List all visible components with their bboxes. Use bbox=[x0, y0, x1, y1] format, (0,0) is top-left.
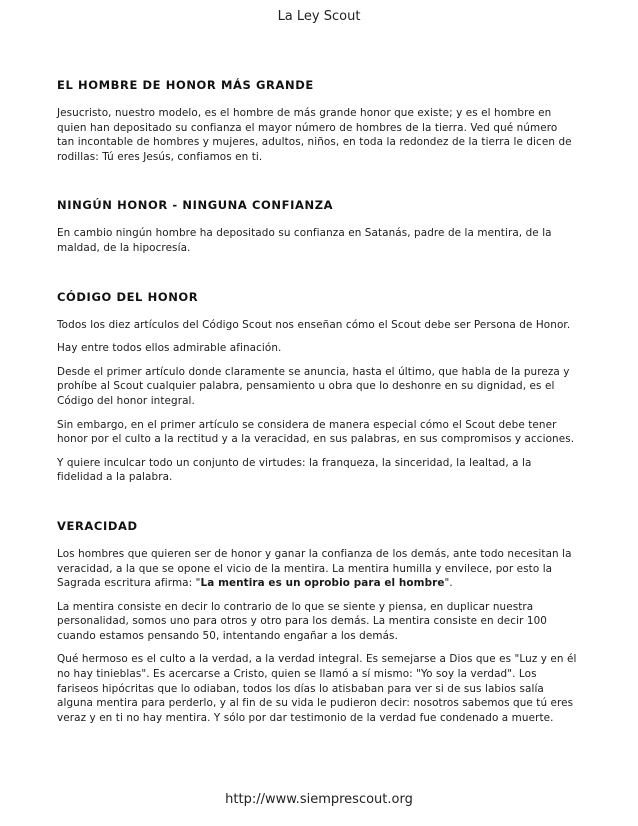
section-heading: NINGÚN HONOR - NINGUNA CONFIANZA bbox=[57, 198, 334, 213]
paragraph-text: Los hombres que quieren ser de honor y ganar la confianza de los demás, ante todo necesitan la veracidad, a la que se opone el vicio de la mentira. La mentira humilla y envilece, por esto la Sagrada escritura afirma: " bbox=[57, 547, 572, 590]
section-hombre-de-honor bbox=[57, 78, 577, 164]
paragraph-with-quote bbox=[57, 547, 577, 591]
quote-tail: ". bbox=[444, 577, 453, 590]
page-header-title: La Ley Scout bbox=[277, 9, 361, 24]
bold-quote: La mentira es un oprobio para el hombre bbox=[200, 577, 445, 590]
paragraph: Todos los diez artículos del Código Scout nos enseñan cómo el Scout debe ser Persona de Honor. bbox=[57, 318, 571, 331]
footer-url: http://www.siemprescout.org bbox=[225, 792, 413, 807]
paragraph: Jesucristo, nuestro modelo, es el hombre de más grande honor que existe; y es el hombre en quien han depositado su confianza el mayor número de hombres de la tierra. Ved qué número tan incontable de hombres y mujeres, adultos, niños, en toda la redondez de la tierra le dicen de rodillas: Tú eres Jesús, confiamos en ti. bbox=[57, 107, 572, 163]
section-veracidad bbox=[57, 519, 577, 726]
section-heading: CÓDIGO DEL HONOR bbox=[57, 289, 199, 304]
paragraph: La mentira consiste en decir lo contrario de lo que se siente y piensa, en duplicar nuestra personalidad, somos uno para otros y otro para los demás. La mentira consiste en decir 100 cuando estamos pensando 50, intentando engañar a los demás. bbox=[57, 600, 547, 642]
section-ningun-honor bbox=[57, 198, 577, 255]
paragraph: Qué hermoso es el culto a la verdad, a la verdad integral. Es semejarse a Dios que es "Luz y en él no hay tinieblas". Es acercarse a Cristo, quien se llamó a sí mismo: "Yo soy la verdad". Los fariseos hipócritas que lo odiaban, todos los días lo atisbaban para ver si de sus labios salía alguna mentira para perderlo, y al fin de su vida le pudieron decir: nosotros sabemos que tú eres veraz y en ti no hay mentira. Y sólo por dar testimonio de la verdad fue condenado a muerte. bbox=[57, 653, 577, 724]
document-body bbox=[57, 78, 577, 759]
paragraph: En cambio ningún hombre ha depositado su confianza en Satanás, padre de la mentira, de la maldad, de la hipocresía. bbox=[57, 227, 552, 254]
paragraph: Y quiere inculcar todo un conjunto de virtudes: la franqueza, la sinceridad, la lealtad, a la fidelidad a la palabra. bbox=[57, 456, 532, 484]
section-heading: VERACIDAD bbox=[57, 518, 138, 533]
paragraph: Hay entre todos ellos admirable afinación. bbox=[57, 342, 282, 355]
section-heading: EL HOMBRE DE HONOR MÁS GRANDE bbox=[57, 78, 314, 92]
paragraph: Desde el primer artículo donde claramente se anuncia, hasta el último, que habla de la pureza y prohíbe al Scout cualquier palabra, pensamiento u obra que lo deshonre en su dignidad, es el Código del honor integral. bbox=[57, 365, 570, 407]
section-codigo-del-honor bbox=[57, 290, 577, 485]
paragraph: Sin embargo, en el primer artículo se considera de manera especial cómo el Scout debe tener honor por el culto a la rectitud y a la veracidad, en sus palabras, en sus compromisos y acciones. bbox=[57, 418, 575, 446]
